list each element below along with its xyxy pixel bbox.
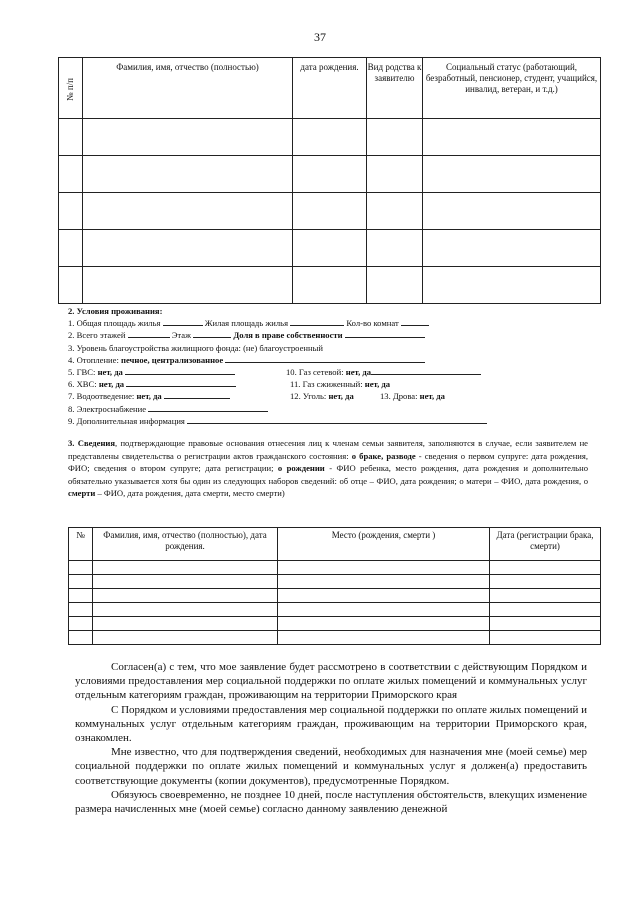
table-row (69, 575, 601, 589)
family-members-table (58, 57, 601, 304)
table-row (69, 589, 601, 603)
total-area-field[interactable] (163, 317, 203, 326)
electricity-row: 8. Электроснабжение (68, 403, 608, 415)
table-row (59, 119, 601, 156)
header-registration-date: Дата (регистрации брака, смерти) (490, 528, 601, 561)
header-social-status: Социальный статус (работающий, безработный, пенсионер, студент, учащийся, инвалид, ветеран, и т.д.) (423, 58, 601, 119)
table-row (59, 193, 601, 230)
total-floors-field[interactable] (128, 329, 170, 338)
acquainted-paragraph: С Порядком и условиями предоставления мер социальной поддержки по оплате жилых помещений и коммунальных услуг отдельным категориям граждан, проживающим на территории Приморского края, ознакомлен. (75, 703, 587, 745)
civil-records-paragraph: 3. Сведения, подтверждающие правовые основания отнесения лиц к членам семьи заявителя, заполняются в случае, если заявителем не представлены свидетельства о регистрации актов гражданского состояния: о браке, разводе - сведения о первом супруге: дата рождения, ФИО; сведения о втором супруге; дата регистрации; о рождении - ФИО ребенка, место рождения, дата рождения и дополнительно обязательно указывается хотя бы один из следующих наборов сведений: об отце – ФИО, дата рождения; о матери – ФИО, дата рождения, о смерти – ФИО, дата рождения, дата смерти, место смерти) (68, 438, 588, 499)
header-birth-date: дата рождения. (293, 58, 367, 119)
hot-water-field[interactable] (125, 366, 235, 375)
consent-paragraph: Согласен(а) с тем, что мое заявление будет рассмотрено в соответствии с действующим Порядком и условиями предоставления мер социальной поддержки по оплате жилых помещений и коммунальных услуг отдельным категориям граждан, проживающим на территории Приморского края (75, 661, 587, 702)
sewage-field[interactable] (164, 390, 230, 399)
table-row (69, 603, 601, 617)
rooms-count-field[interactable] (401, 317, 429, 326)
civil-records-table (68, 527, 601, 645)
living-conditions-section: 2. Условия проживания: 1. Общая площадь жилья Жилая площадь жилья Кол-во комнат 2. Всего этажей Этаж Доля в праве собственности 3. Уровень благоустройства жилищного фонда: (не) благоустроенный 4. Отопление: печное, централизованное 5. ГВС: нет, да 10. Газ сетевой: нет, да 6. ХВС: нет, да 11. Газ сжиженный: нет, да 7. Водоотведение: нет, да 12. Уголь: нет, да 13. Дрова: нет, да 8. Электроснабжение 9. Дополнительная информация (68, 305, 608, 427)
header-place: Место (рождения, смерти ) (278, 528, 490, 561)
table-row (69, 561, 601, 575)
ownership-share-field[interactable] (345, 329, 425, 338)
consent-text (75, 660, 587, 816)
table-row (69, 617, 601, 631)
header-number: № (69, 528, 93, 561)
page-number: 37 (314, 30, 326, 44)
header-number: № п/п (59, 58, 83, 119)
heating-field[interactable] (225, 354, 425, 363)
header-full-name: Фамилия, имя, отчество (полностью) (83, 58, 293, 119)
obligation-paragraph: Обязуюсь своевременно, не позднее 10 дней, после наступления обстоятельств, влекущих изменение размера начисленных мне (моей семье) согласно данному заявлению денежной (75, 788, 587, 816)
cold-water-field[interactable] (126, 378, 236, 387)
area-row: 1. Общая площадь жилья Жилая площадь жилья Кол-во комнат (68, 317, 608, 329)
heating-row: 4. Отопление: печное, централизованное (68, 354, 608, 366)
additional-info-row: 9. Дополнительная информация (68, 415, 608, 427)
table-row (59, 230, 601, 267)
table-row (69, 631, 601, 645)
header-full-name-birth: Фамилия, имя, отчество (полностью), дата рождения. (93, 528, 278, 561)
section2-title: 2. Условия проживания: (68, 306, 163, 316)
electricity-field[interactable] (148, 403, 268, 412)
documents-paragraph: Мне известно, что для подтверждения сведений, необходимых для назначения мне (моей семье) мер социальной поддержки по оплате жилых помещений и коммунальных услуг я должен(а) предоставить соответствующие документы (копии документов), предусмотренные Порядком. (75, 746, 587, 787)
floor-field[interactable] (193, 329, 231, 338)
floors-row: 2. Всего этажей Этаж Доля в праве собственности (68, 329, 608, 341)
living-area-field[interactable] (290, 317, 344, 326)
table-row (59, 156, 601, 193)
network-gas-field[interactable] (371, 366, 481, 375)
additional-info-field[interactable] (187, 415, 487, 424)
comfort-level-row: 3. Уровень благоустройства жилищного фонда: (не) благоустроенный (68, 342, 323, 353)
header-relationship: Вид родства к заявителю (367, 58, 423, 119)
table-row (59, 267, 601, 304)
